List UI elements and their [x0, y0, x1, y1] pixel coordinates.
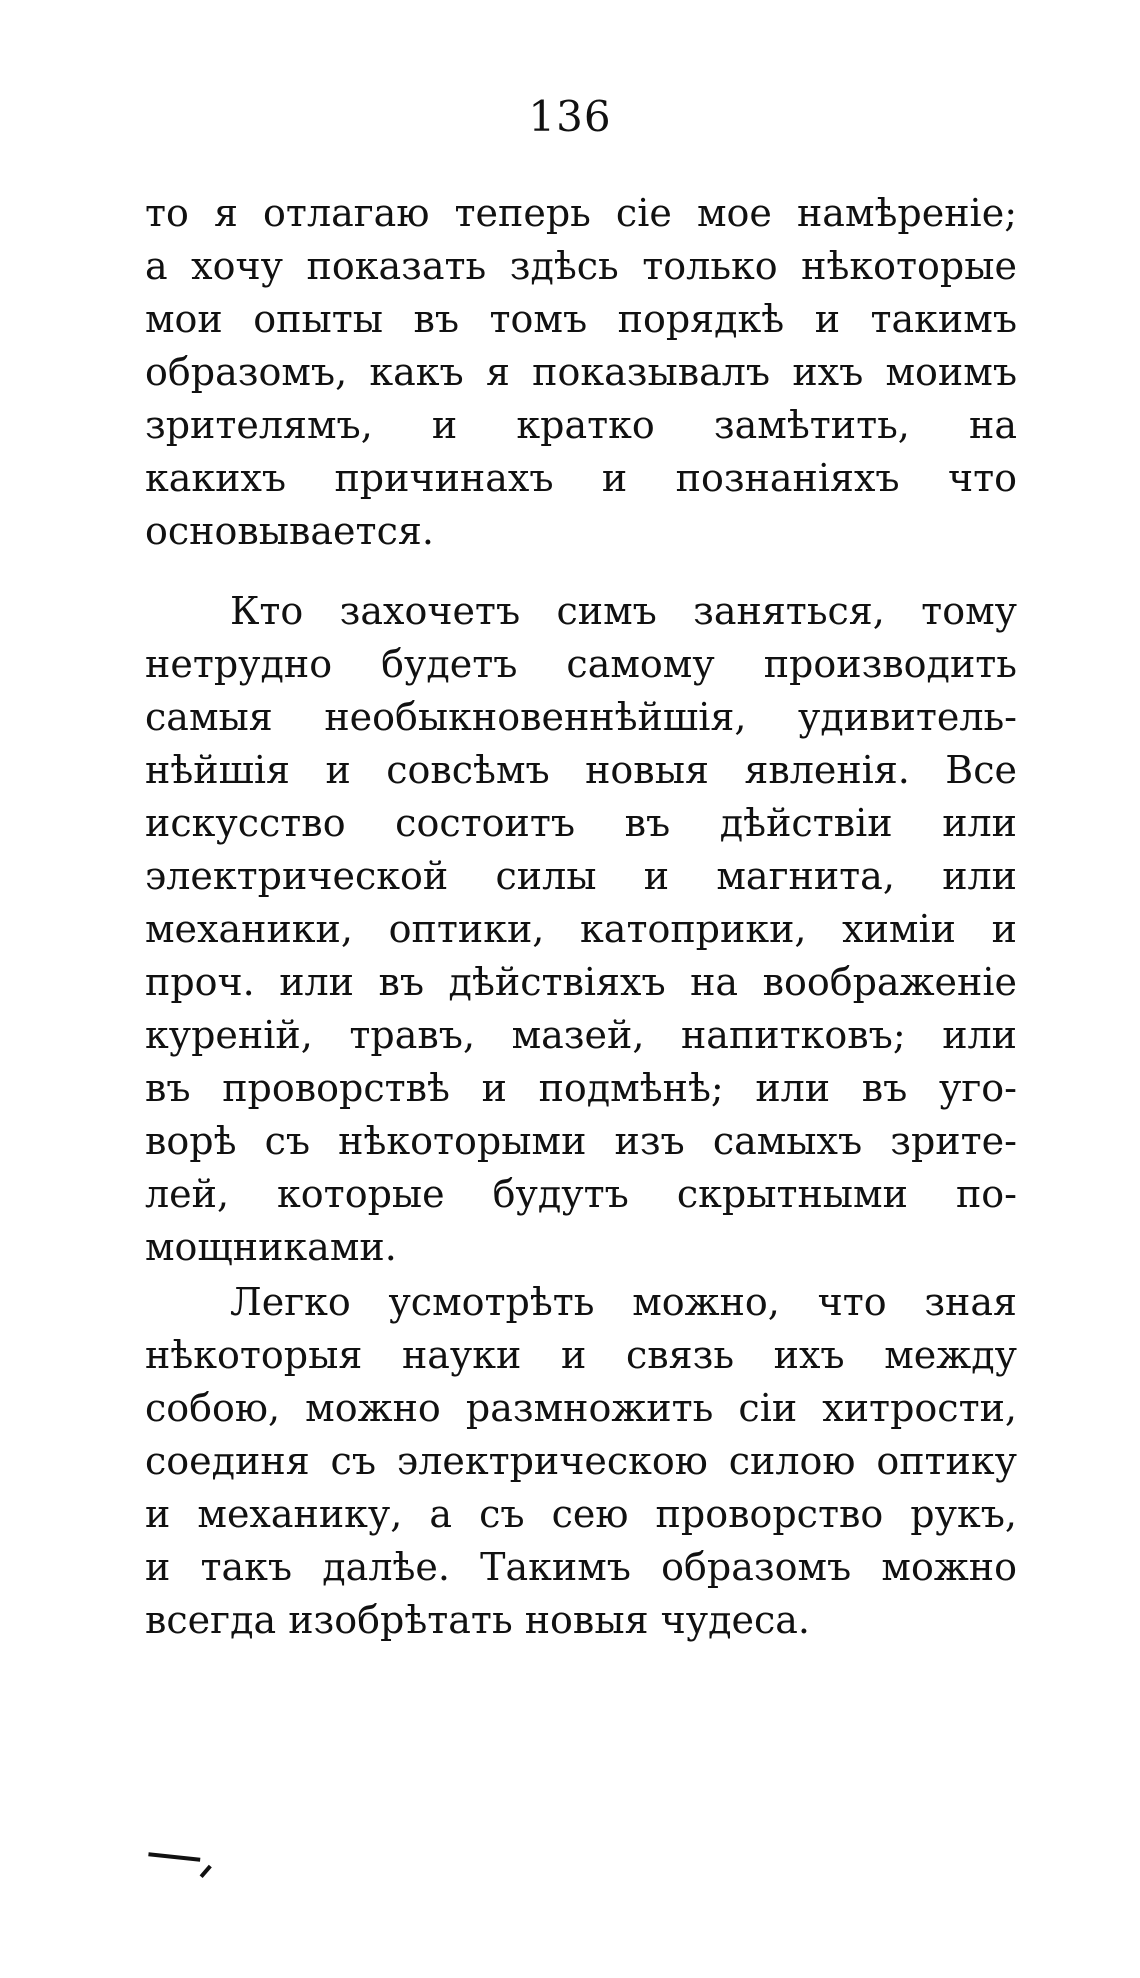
text-line: ворѣ съ нѣкоторыми изъ самыхъ зрите- [145, 1119, 1017, 1163]
text-line: мои опыты въ томъ порядкѣ и такимъ [145, 297, 1017, 341]
text-line: искусство состоитъ въ дѣйствіи или [145, 801, 1017, 845]
text-line: то я отлагаю теперь сіе мое намѣреніе; [145, 191, 1017, 235]
text-line: куреній, травъ, мазей, напитковъ; или [145, 1013, 1017, 1057]
text-line: мощниками. [145, 1225, 397, 1269]
text-line: механики, оптики, катоприки, химіи и [145, 907, 1017, 951]
text-line: какихъ причинахъ и познаніяхъ что [145, 456, 1017, 500]
text-line: зрителямъ, и кратко замѣтить, на [145, 403, 1017, 447]
text-line: образомъ, какъ я показывалъ ихъ моимъ [145, 350, 1017, 394]
text-line: и такъ далѣе. Такимъ образомъ можно [145, 1545, 1017, 1589]
paragraph-1 [145, 187, 1017, 558]
text-line: Легко усмотрѣть можно, что зная [230, 1280, 1017, 1324]
text-line: и механику, а съ сею проворство рукъ, [145, 1492, 1017, 1536]
text-line: собою, можно размножить сіи хитрости, [145, 1386, 1017, 1430]
text-line: самыя необыкновеннѣйшія, удивитель- [145, 695, 1017, 739]
text-line: нѣйшія и совсѣмъ новыя явленія. Все [145, 748, 1017, 792]
printer-mark [148, 1852, 201, 1867]
text-line: основывается. [145, 509, 434, 553]
text-line: лей, которые будутъ скрытными по- [145, 1172, 1017, 1216]
text-line: Кто захочетъ симъ заняться, тому [230, 589, 1017, 633]
text-line: а хочу показать здѣсь только нѣкоторые [145, 244, 1017, 288]
text-line: проч. или въ дѣйствіяхъ на воображеніе [145, 960, 1017, 1004]
paragraph-2 [145, 585, 1017, 1274]
text-line: въ проворствѣ и подмѣнѣ; или въ уго- [145, 1066, 1017, 1110]
text-line: нетрудно будетъ самому производить [145, 642, 1017, 686]
text-line: электрической силы и магнита, или [145, 854, 1017, 898]
text-line: соединя съ электрическою силою оптику [145, 1439, 1017, 1483]
page-number: 136 [528, 92, 612, 141]
text-line: нѣкоторыя науки и связь ихъ между [145, 1333, 1017, 1377]
paragraph-3 [145, 1276, 1017, 1647]
text-line: всегда изобрѣтать новыя чудеса. [145, 1598, 810, 1642]
